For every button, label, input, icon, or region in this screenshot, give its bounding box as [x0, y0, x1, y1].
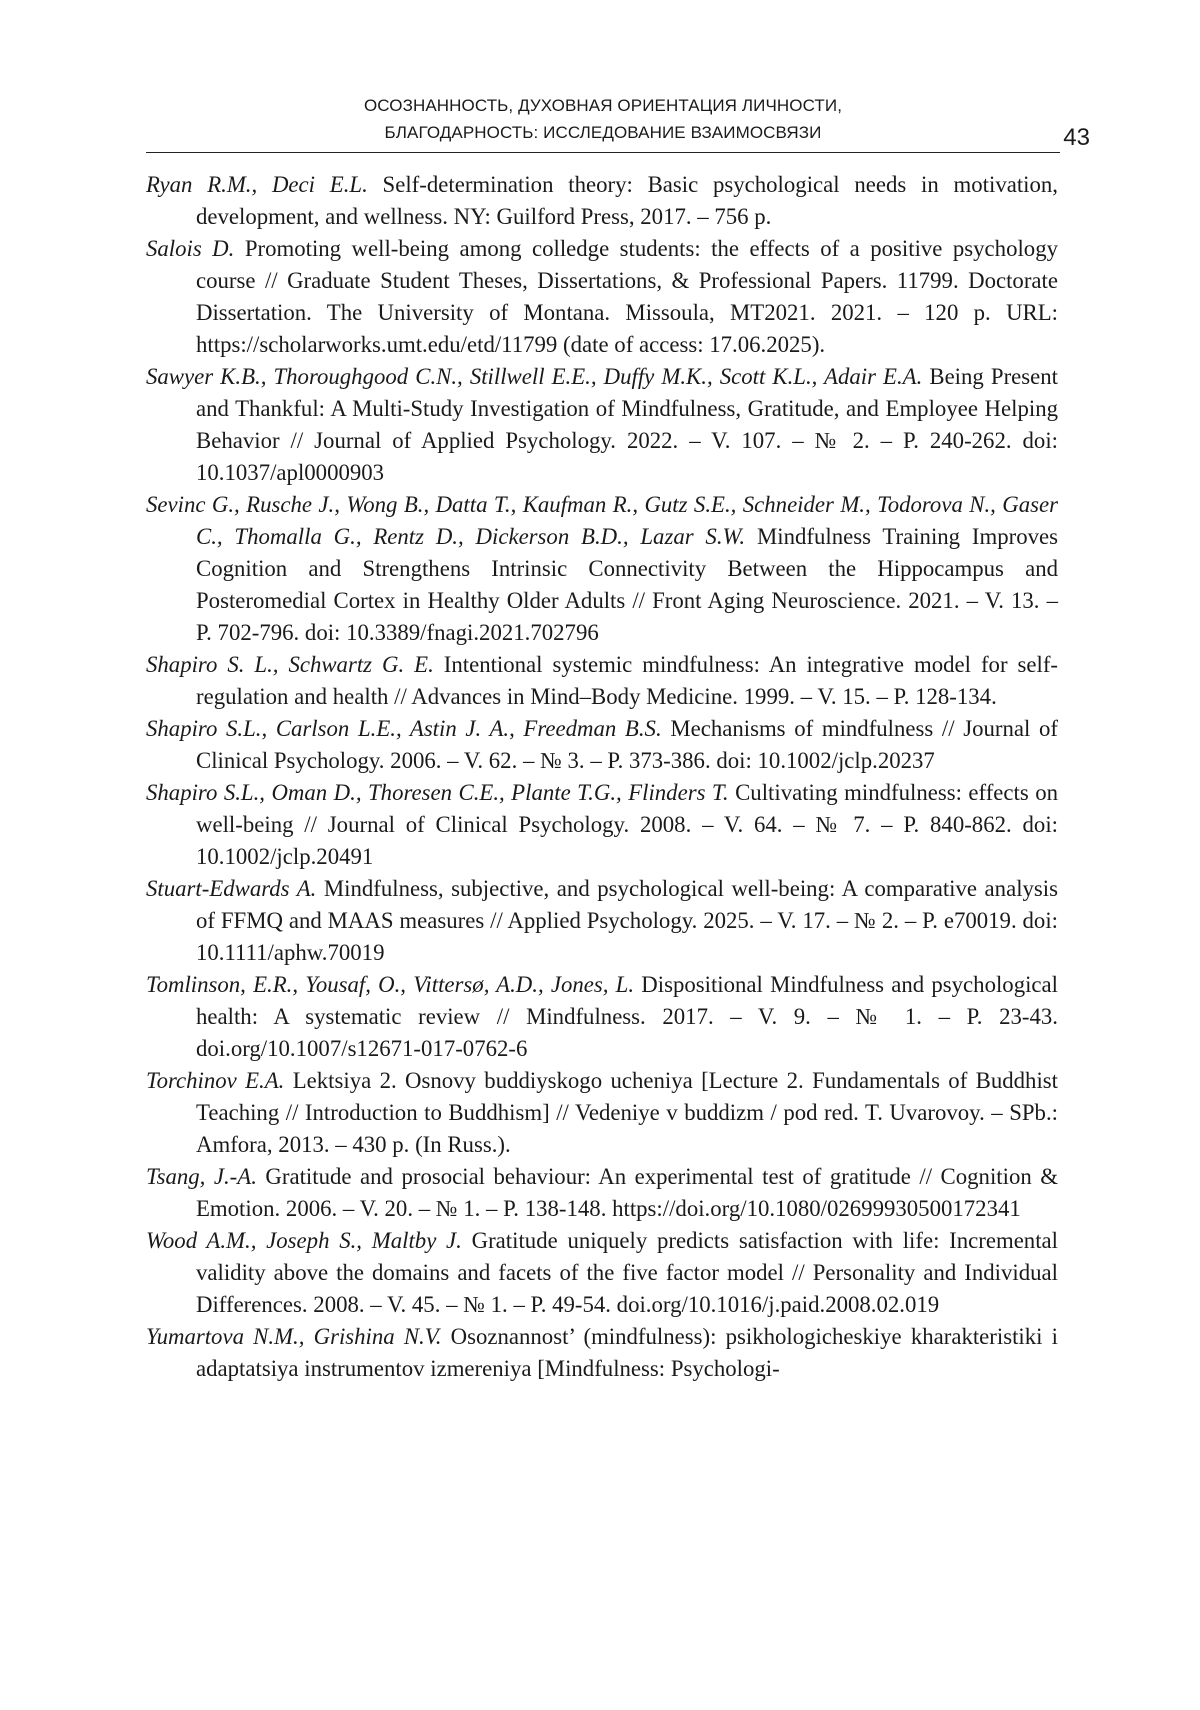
reference-item — [146, 969, 1058, 1065]
reference-authors: Ryan R.M., Deci E.L. — [146, 172, 368, 197]
reference-text: Promoting well-being among colledge students: the effects of a positive psychology course // Graduate Student Theses, Dissertations, & Professional Papers. 11799. Doctorate Dissertation. The University of Montana. Missoula, MT2021. 2021. – 120 p. URL: https://scholarworks.umt.edu/etd/11799 (date of access: 17.06.2025). — [196, 236, 1058, 357]
reference-authors: Yumartova N.M., Grishina N.V. — [146, 1324, 442, 1349]
reference-item — [146, 233, 1058, 361]
header-rule — [146, 152, 1060, 153]
reference-text: Being Present and Thankful: A Multi-Study Investigation of Mindfulness, Gratitude, and Employee Helping Behavior // Journal of Applied Psychology. 2022. – V. 107. – № 2. – P. 240-262. doi: 10.1037/apl0000903 — [196, 364, 1058, 485]
reference-authors: Shapiro S.L., Carlson L.E., Astin J. A., Freedman B.S. — [146, 716, 662, 741]
running-head-line-2: БЛАГОДАРНОСТЬ: ИССЛЕДОВАНИЕ ВЗАИМОСВЯЗИ — [384, 123, 822, 142]
reference-text: Lektsiya 2. Osnovy buddiyskogo ucheniya [Lecture 2. Fundamentals of Buddhist Teaching // Introduction to Buddhism] // Vedeniye v buddizm / pod red. T. Uvarovoy. – SPb.: Amfora, 2013. – 430 p. (In Russ.). — [196, 1068, 1058, 1157]
reference-authors: Tsang, J.-A. — [146, 1164, 257, 1189]
reference-item — [146, 873, 1058, 969]
reference-text: Cultivating mindfulness: effects on well-being // Journal of Clinical Psychology. 2008. – V. 64. – № 7. – P. 840-862. doi: 10.1002/jclp.20491 — [196, 780, 1059, 869]
reference-item — [146, 1065, 1058, 1161]
reference-item — [146, 361, 1058, 489]
reference-authors: Sevinc G., Rusche J., Wong B., Datta T., Kaufman R., Gutz S.E., Schneider M., Todorova N., Gaser C., Thomalla G., Rentz D., Dickerson B.D., Lazar S.W. — [146, 492, 1058, 549]
running-head — [146, 92, 1060, 146]
reference-text: Mindfulness Training Improves Cognition and Strengthens Intrinsic Connectivity Between the Hippocampus and Posteromedial Cortex in Healthy Older Adults // Front Aging Neuroscience. 2021. – V. 13. – P. 702-796. doi: 10.3389/fnagi.2021.702796 — [196, 524, 1059, 645]
reference-item — [146, 1225, 1058, 1321]
running-head-line-1: ОСОЗНАННОСТЬ, ДУХОВНАЯ ОРИЕНТАЦИЯ ЛИЧНОСТИ, — [363, 96, 843, 115]
reference-text: Gratitude uniquely predicts satisfaction with life: Incremental validity above the domains and facets of the five factor model // Personality and Individual Differences. 2008. – V. 45. – № 1. – P. 49-54. doi.org/10.1016/j.paid.2008.02.019 — [196, 1228, 1058, 1317]
reference-text: Osoznannost’ (mindfulness): psikhologicheskiye kharakteristiki i adaptatsiya instrumentov izmereniya [Mindfulness: Psychologi- — [196, 1324, 1058, 1381]
reference-text: Mechanisms of mindfulness // Journal of Clinical Psychology. 2006. – V. 62. – № 3. – P. 373-386. doi: 10.1002/jclp.20237 — [196, 716, 1058, 773]
reference-list — [146, 169, 1058, 1385]
reference-text: Gratitude and prosocial behaviour: An experimental test of gratitude // Cognition & Emotion. 2006. – V. 20. – № 1. – P. 138-148. https://doi.org/10.1080/02699930500172341 — [196, 1164, 1058, 1221]
reference-authors: Stuart-Edwards A. — [146, 876, 317, 901]
reference-authors: Tomlinson, E.R., Yousaf, O., Vittersø, A.D., Jones, L. — [146, 972, 635, 997]
reference-authors: Salois D. — [146, 236, 235, 261]
reference-item — [146, 1161, 1058, 1225]
reference-item — [146, 777, 1058, 873]
reference-authors: Sawyer K.B., Thoroughgood C.N., Stillwell E.E., Duffy M.K., Scott K.L., Adair E.A. — [146, 364, 923, 389]
reference-item — [146, 169, 1058, 233]
reference-authors: Wood A.M., Joseph S., Maltby J. — [146, 1228, 462, 1253]
reference-text: Mindfulness, subjective, and psychological well-being: A comparative analysis of FFMQ and MAAS measures // Applied Psychology. 2025. – V. 17. – № 2. – P. e70019. doi: 10.1111/aphw.70019 — [196, 876, 1059, 965]
reference-text: Dispositional Mindfulness and psychological health: A systematic review // Mindfulness. 2017. – V. 9. – № 1. – P. 23-43. doi.org/10.1007/s12671-017-0762-6 — [196, 972, 1059, 1061]
reference-authors: Shapiro S. L., Schwartz G. E. — [146, 652, 434, 677]
reference-item — [146, 713, 1058, 777]
page-number: 43 — [1063, 124, 1090, 151]
reference-text: Intentional systemic mindfulness: An integrative model for self-regulation and health // Advances in Mind–Body Medicine. 1999. – V. 15. – P. 128-134. — [196, 652, 1059, 709]
reference-item — [146, 649, 1058, 713]
reference-authors: Shapiro S.L., Oman D., Thoresen C.E., Plante T.G., Flinders T. — [146, 780, 729, 805]
reference-item — [146, 489, 1058, 649]
reference-text: Self-determination theory: Basic psychological needs in motivation, development, and wellness. NY: Guilford Press, 2017. – 756 p. — [196, 172, 1059, 229]
reference-item — [146, 1321, 1058, 1385]
reference-authors: Torchinov E.A. — [146, 1068, 285, 1093]
